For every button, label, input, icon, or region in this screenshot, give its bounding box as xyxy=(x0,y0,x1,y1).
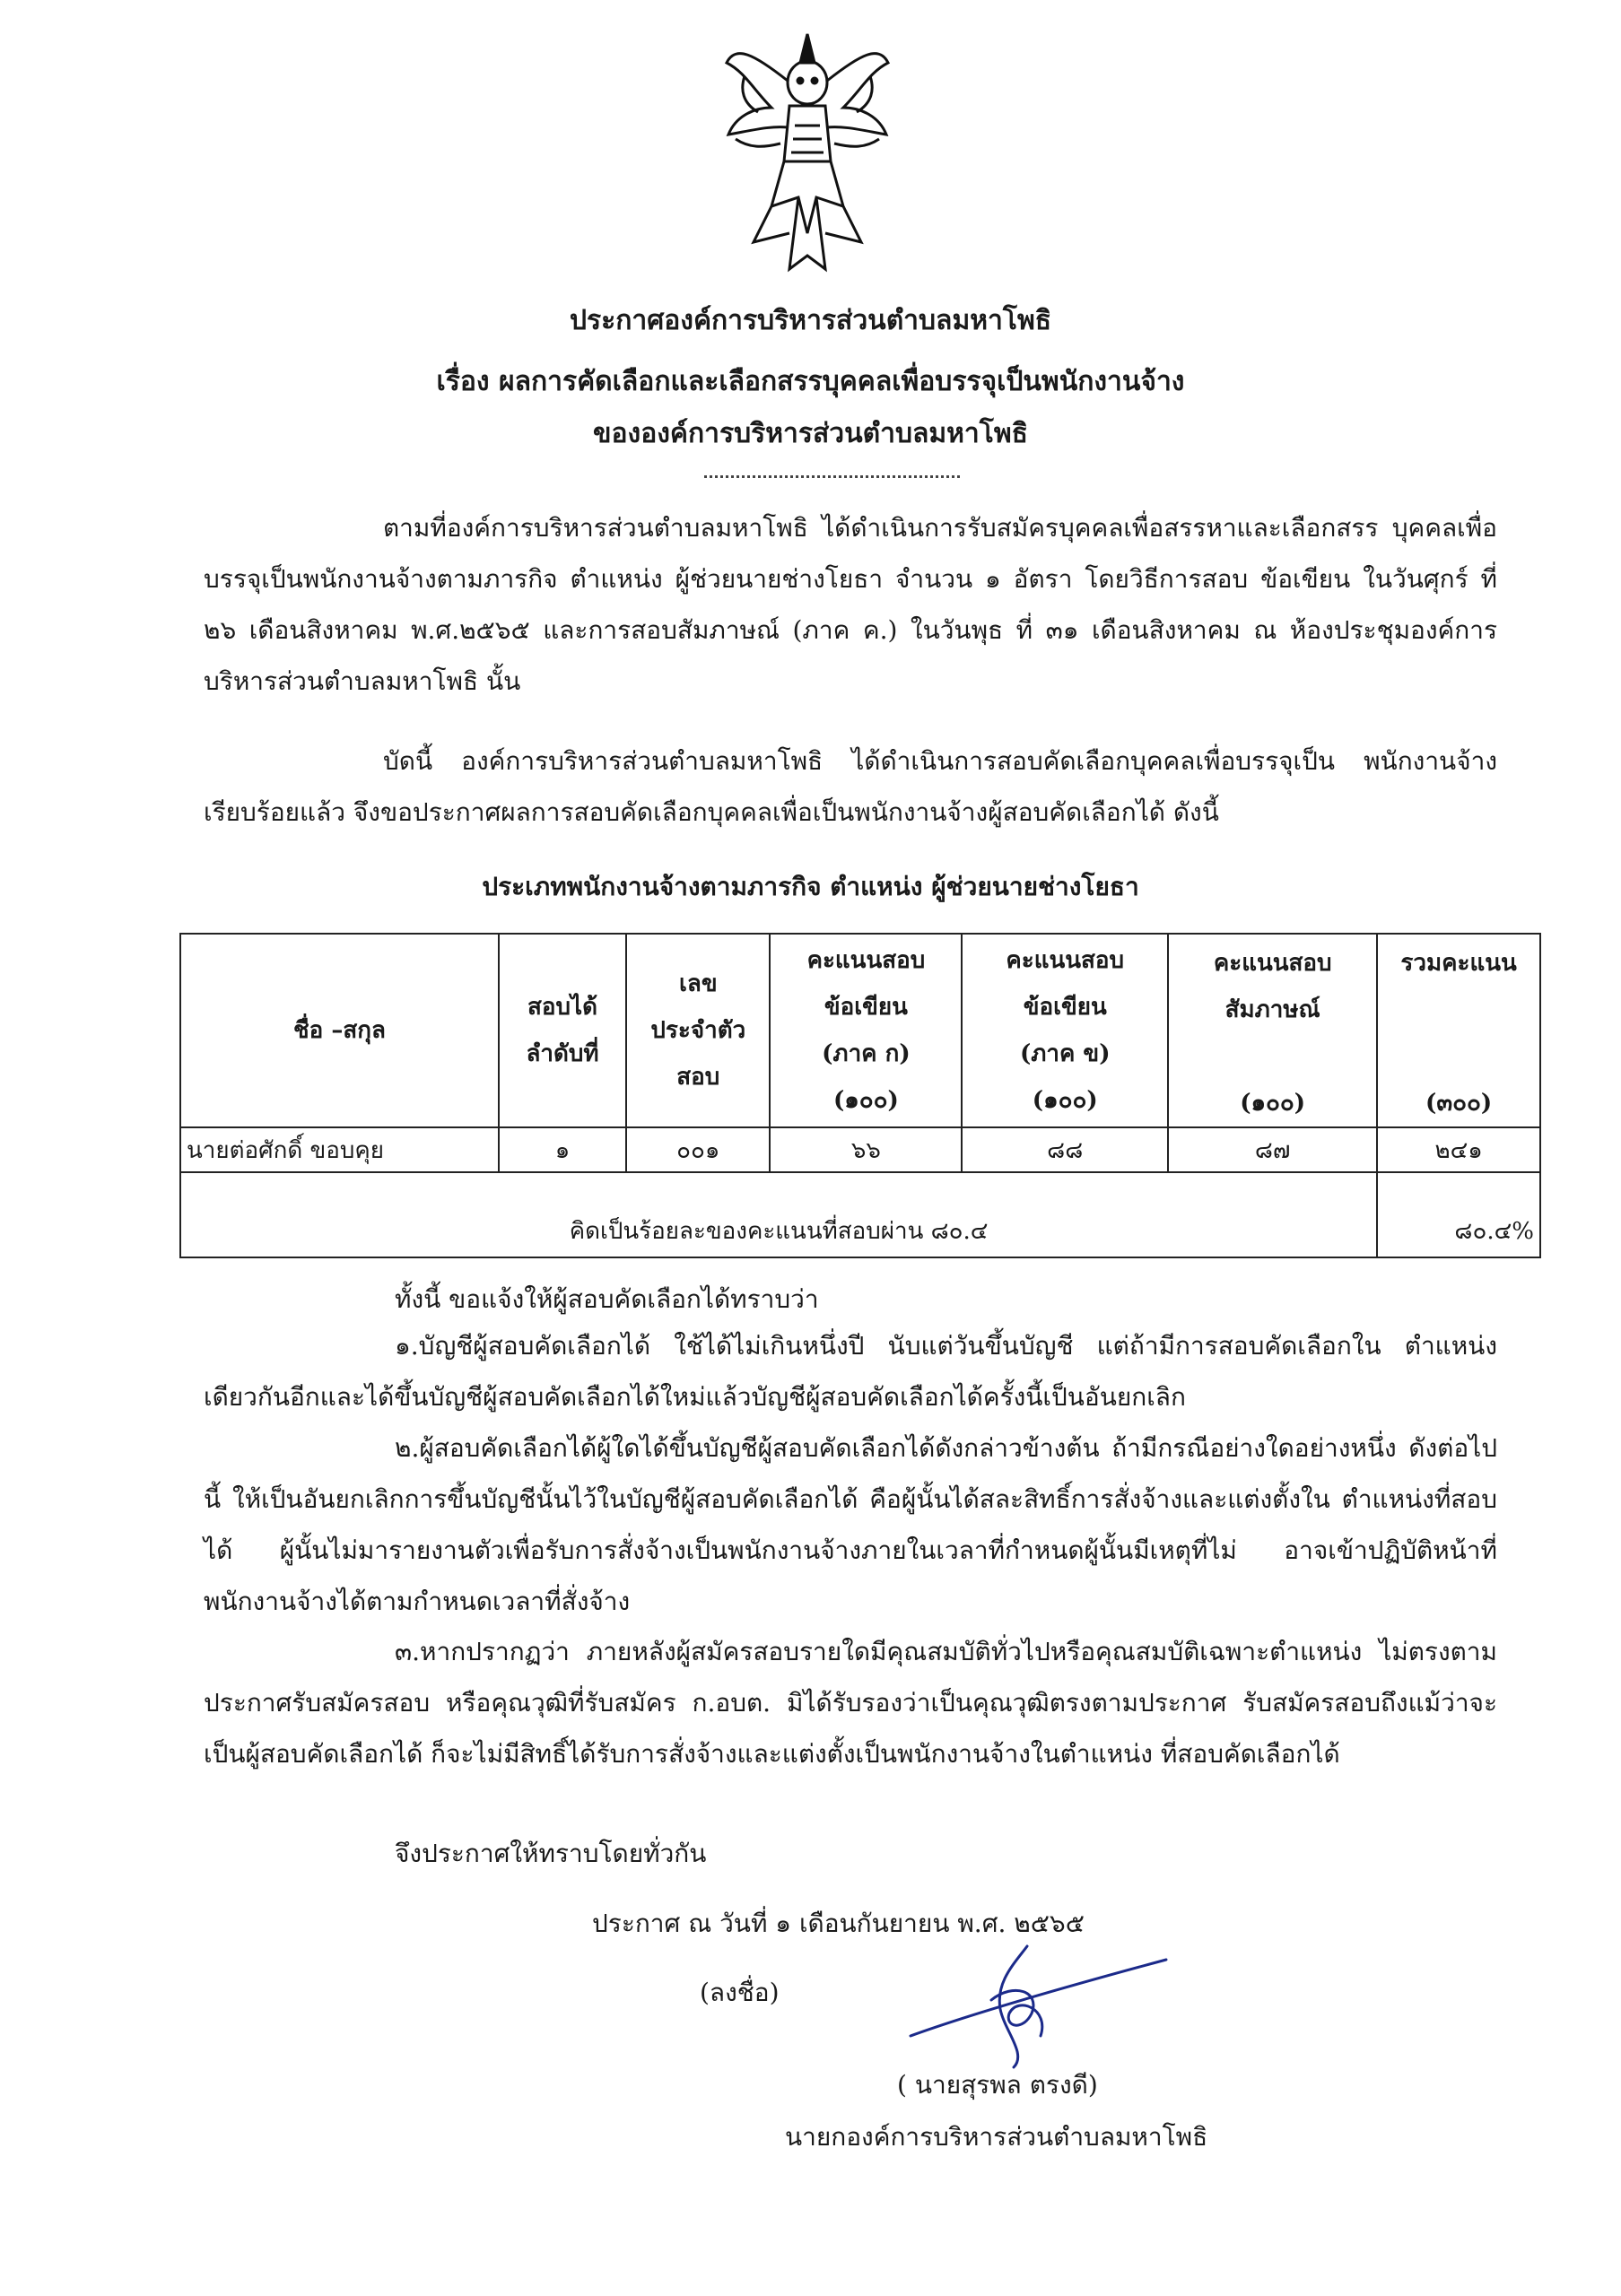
notes-intro: ทั้งนี้ ขอแจ้งให้ผู้สอบคัดเลือกได้ทราบว่า xyxy=(395,1284,819,1314)
cell-exam-id: ๐๐๑ xyxy=(626,1127,770,1172)
note-item-3: ๓.หากปรากฏว่า ภายหลังผู้สมัครสอบรายใดมีคุณสมบัติทั่วไปหรือคุณสมบัติเฉพาะตำแหน่ง ไม่ตรงตามประกาศรับสมัครสอบ หรือคุณวุฒิที่รับสมัคร ก.อบต. มิได้รับรองว่าเป็นคุณวุฒิตรงตามประกาศ รับสมัครสอบถึงแม้ว่าจะเป็นผู้สอบคัดเลือกได้ ก็จะไม่มีสิทธิ์ได้รับการสั่งจ้างและแต่งตั้งเป็นพนักงานจ้างในตำแหน่ง ที่สอบคัดเลือกได้ xyxy=(204,1637,1497,1769)
cell-written-b: ๘๘ xyxy=(962,1127,1168,1172)
paragraph-result: บัดนี้ องค์การบริหารส่วนตำบลมหาโพธิ ได้ดำเนินการสอบคัดเลือกบุคคลเพื่อบรรจุเป็น พนักงานจ้างเรียบร้อยแล้ว จึงขอประกาศผลการสอบคัดเลือกบุคคลเพื่อเป็นพนักงานจ้างผู้สอบคัดเลือกได้ ดังนี้ xyxy=(204,746,1497,827)
col-rank-header: สอบได้ ลำดับที่ xyxy=(499,934,626,1127)
table-summary-row xyxy=(180,1172,1540,1257)
col-exam-id-header: เลข ประจำตัว สอบ xyxy=(626,934,770,1127)
score-table xyxy=(179,933,1541,1258)
cell-interview: ๘๗ xyxy=(1168,1127,1377,1172)
cell-name: นายต่อศักดิ์ ขอบคุย xyxy=(180,1127,499,1172)
col-written-b-header: คะแนนสอบ ข้อเขียน (ภาค ข) (๑๐๐) xyxy=(962,934,1168,1127)
announcement-org: ขององค์การบริหารส่วนตำบลมหาโพธิ xyxy=(593,418,1028,449)
announcement-subject: เรื่อง ผลการคัดเลือกและเลือกสรรบุคคลเพื่อบรรจุเป็นพนักงานจ้าง xyxy=(436,366,1185,397)
col-interview-header: คะแนนสอบ สัมภาษณ์ (๑๐๐) xyxy=(1168,934,1377,1127)
cell-rank: ๑ xyxy=(499,1127,626,1172)
table-heading: ประเภทพนักงานจ้างตามภารกิจ ตำแหน่ง ผู้ช่วยนายช่างโยธา xyxy=(482,872,1139,901)
closing-statement: จึงประกาศให้ทราบโดยทั่วกัน xyxy=(395,1839,707,1868)
handwritten-signature xyxy=(906,1928,1175,2072)
note-item-2: ๒.ผู้สอบคัดเลือกได้ผู้ใดได้ขึ้นบัญชีผู้สอบคัดเลือกได้ดังกล่าวข้างต้น ถ้ามีกรณีอย่างใดอย่างหนึ่ง ดังต่อไปนี้ ให้เป็นอันยกเลิกการขึ้นบัญชีนั้นไว้ในบัญชีผู้สอบคัดเลือกได้ คือผู้นั้นได้สละสิทธิ์การสั่งจ้างและแต่งตั้งใน ตำแหน่งที่สอบได้ ผู้นั้นไม่มารายงานตัวเพื่อรับการสั่งจ้างเป็นพนักงานจ้างภายในเวลาที่กำหนดผู้นั้นมีเหตุที่ไม่ อาจเข้าปฏิบัติหน้าที่พนักงานจ้างได้ตามกำหนดเวลาที่สั่งจ้าง xyxy=(204,1433,1497,1616)
summary-label: คิดเป็นร้อยละของคะแนนที่สอบผ่าน ๘๐.๔ xyxy=(180,1172,1377,1257)
garuda-emblem-icon xyxy=(718,27,897,287)
note-item-1: ๑.บัญชีผู้สอบคัดเลือกได้ ใช้ได้ไม่เกินหนึ่งปี นับแต่วันขึ้นบัญชี แต่ถ้ามีการสอบคัดเลือกใน ตำแหน่งเดียวกันอีกและได้ขึ้นบัญชีผู้สอบคัดเลือกได้ใหม่แล้วบัญชีผู้สอบคัดเลือกได้ครั้งนี้เป็นอันยกเลิก xyxy=(204,1331,1497,1412)
paragraph-intro: ตามที่องค์การบริหารส่วนตำบลมหาโพธิ ได้ดำเนินการรับสมัครบุคคลเพื่อสรรหาและเลือกสรร บุคคลเพื่อบรรจุเป็นพนักงานจ้างตามภารกิจ ตำแหน่ง ผู้ช่วยนายช่างโยธา จำนวน ๑ อัตรา โดยวิธีการสอบ ข้อเขียน ในวันศุกร์ ที่ ๒๖ เดือนสิงหาคม พ.ศ.๒๕๖๕ และการสอบสัมภาษณ์ (ภาค ค.) ในวันพุธ ที่ ๓๑ เดือนสิงหาคม ณ ห้องประชุมองค์การบริหารส่วนตำบลมหาโพธิ นั้น xyxy=(204,513,1497,696)
announcement-title: ประกาศองค์การบริหารส่วนตำบลมหาโพธิ xyxy=(569,305,1052,336)
table-row xyxy=(180,1127,1540,1172)
cell-total: ๒๔๑ xyxy=(1377,1127,1540,1172)
col-name-header: ชื่อ –สกุล xyxy=(180,934,499,1127)
signed-label: (ลงชื่อ) xyxy=(700,1978,780,2007)
signer-name: ( นายสุรพล ตรงดี) xyxy=(897,2070,1098,2100)
announcement-date: ประกาศ ณ วันที่ ๑ เดือนกันยายน พ.ศ. ๒๕๖๕ xyxy=(592,1909,1085,1938)
signer-title: นายกองค์การบริหารส่วนตำบลมหาโพธิ xyxy=(785,2122,1208,2152)
col-total-header: รวมคะแนน (๓๐๐) xyxy=(1377,934,1540,1127)
cell-written-a: ๖๖ xyxy=(770,1127,962,1172)
summary-value: ๘๐.๔% xyxy=(1377,1172,1540,1257)
table-header-row xyxy=(180,934,1540,1127)
dotted-divider xyxy=(704,475,960,478)
col-written-a-header: คะแนนสอบ ข้อเขียน (ภาค ก) (๑๐๐) xyxy=(770,934,962,1127)
